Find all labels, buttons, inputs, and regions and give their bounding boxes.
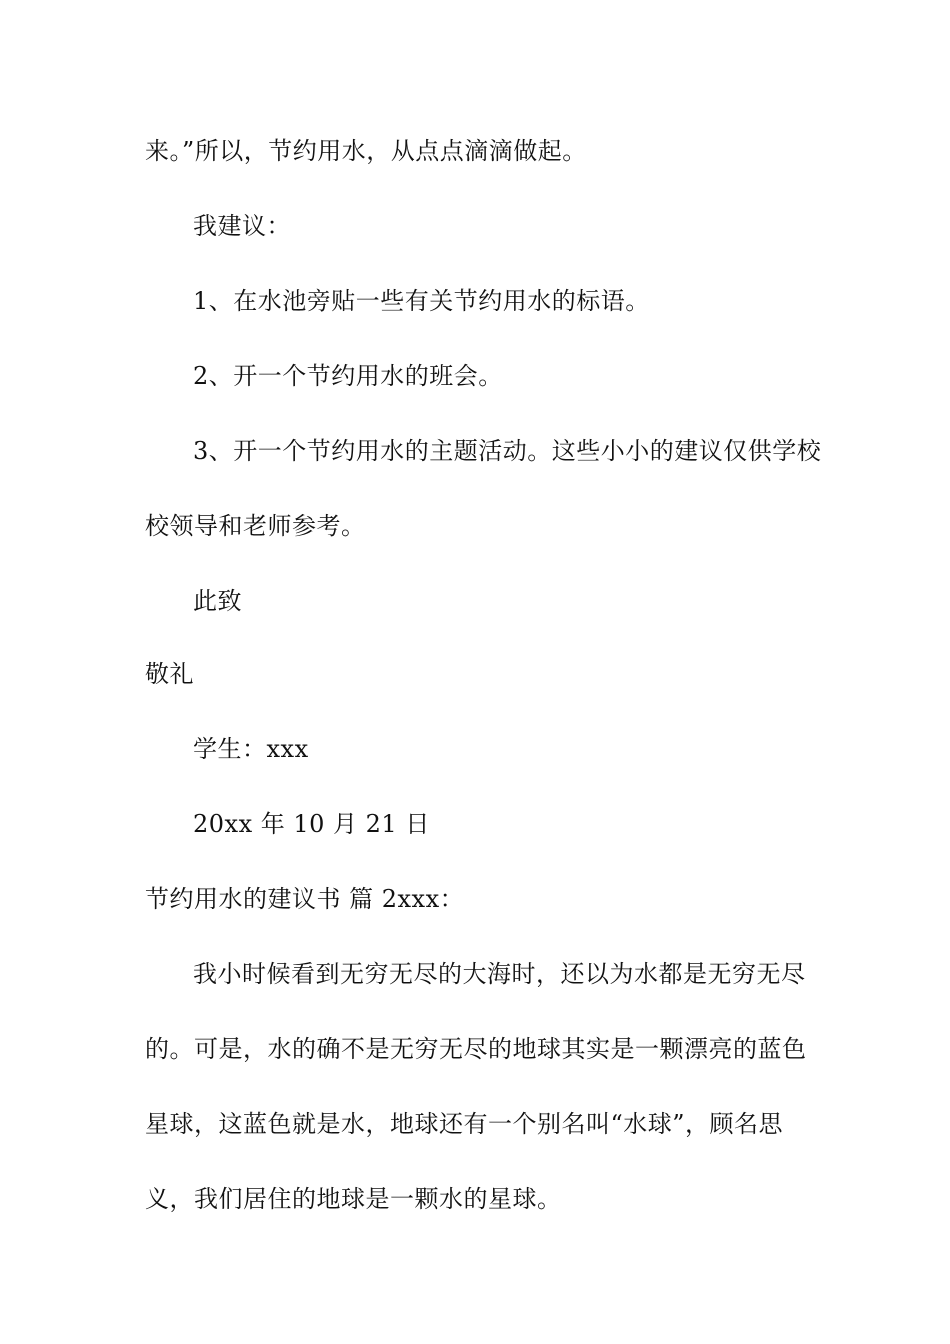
suggestion-item-1: 1、在水池旁贴一些有关节约用水的标语。	[193, 287, 650, 315]
date-line: 20xx 年 10 月 21 日	[193, 810, 430, 838]
body-paragraph-line-1: 我小时候看到无穷无尽的大海时，还以为水都是无穷无尽	[193, 960, 806, 988]
body-paragraph-line-4: 义，我们居住的地球是一颗水的星球。	[145, 1185, 562, 1213]
body-paragraph-line-2: 的。可是，水的确不是无穷无尽的地球其实是一颗漂亮的蓝色	[145, 1035, 807, 1063]
suggestion-item-3: 3、开一个节约用水的主题活动。这些小小的建议仅供学校	[193, 437, 822, 465]
paragraph-line-1: 来。”所以，节约用水，从点点滴滴做起。	[145, 137, 587, 165]
suggestion-item-2: 2、开一个节约用水的班会。	[193, 362, 503, 390]
signature-line: 学生：xxx	[193, 735, 309, 763]
closing-regards: 敬礼	[145, 660, 194, 688]
suggestion-item-3-continued: 校领导和老师参考。	[145, 512, 366, 540]
section-title: 节约用水的建议书 篇 2xxx：	[145, 885, 465, 913]
closing-salutation: 此致	[193, 587, 242, 615]
suggestion-heading: 我建议：	[193, 212, 291, 240]
body-paragraph-line-3: 星球，这蓝色就是水，地球还有一个别名叫“水球”，顾名思	[145, 1110, 784, 1138]
